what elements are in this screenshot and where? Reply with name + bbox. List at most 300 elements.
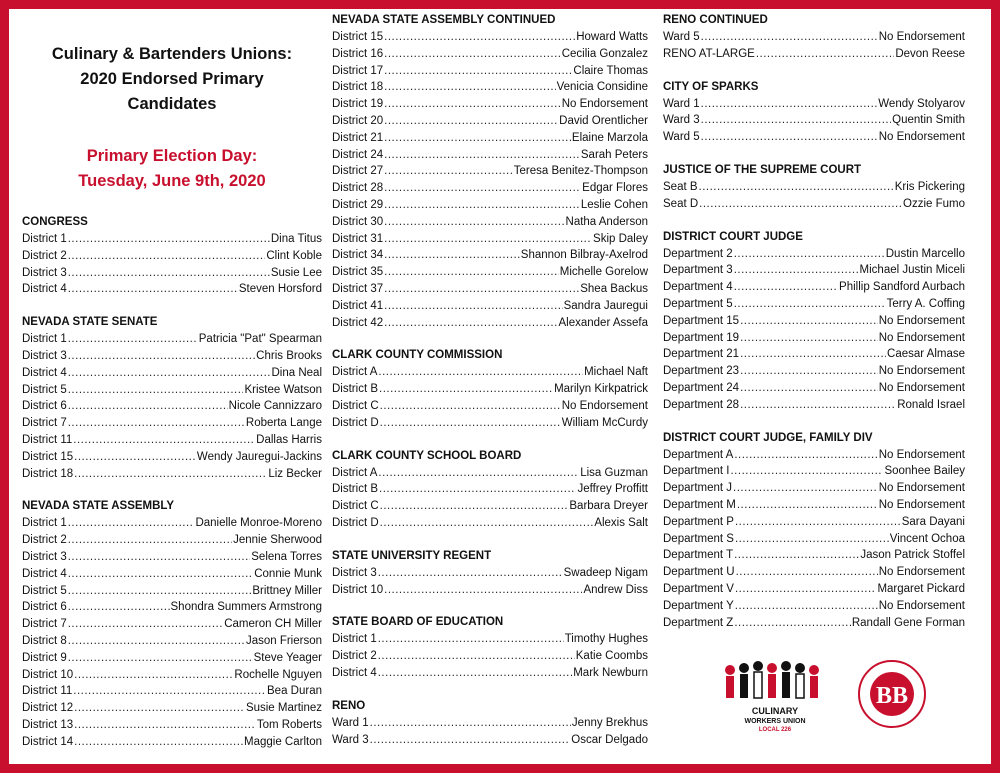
dot-leader: [370, 732, 571, 749]
dot-leader: [384, 113, 558, 130]
candidate-name: No Endorsement: [878, 566, 965, 579]
endorsement-row: [22, 348, 322, 365]
section-title: STATE BOARD OF EDUCATION: [332, 616, 504, 629]
section-congress: [22, 214, 322, 298]
seat-label: Department T: [663, 549, 734, 562]
candidate-name: Edgar Flores: [582, 182, 648, 195]
candidate-name: Maggie Carlton: [244, 735, 322, 748]
candidate-name: Jason Frierson: [245, 634, 322, 647]
seat-label: District 10: [22, 668, 74, 681]
seat-label: District 2: [22, 534, 67, 547]
seat-label: Department V: [663, 582, 734, 595]
dot-leader: [378, 631, 564, 648]
candidate-name: Mark Newburn: [573, 666, 648, 679]
endorsement-row: [663, 480, 965, 497]
seat-label: District D: [332, 416, 379, 429]
endorsement-row: [332, 96, 648, 113]
candidate-name: Wendy Stolyarov: [878, 97, 965, 110]
candidate-name: Kristee Watson: [244, 383, 322, 396]
candidate-name: Patricia "Pat" Spearman: [198, 333, 322, 346]
section-clark-county-school-board: [332, 448, 648, 532]
section-state-board-of-education: [332, 614, 648, 681]
seat-label: Ward 3: [332, 733, 369, 746]
candidate-name: Caesar Almase: [887, 348, 965, 361]
endorsement-row: [332, 565, 648, 582]
candidate-name: Susie Martinez: [245, 702, 322, 715]
dot-leader: [384, 214, 564, 231]
section-title: NEVADA STATE SENATE: [22, 316, 158, 329]
endorsement-row: [22, 231, 322, 248]
candidate-name: No Endorsement: [878, 131, 965, 144]
candidate-name: Tom Roberts: [256, 718, 322, 731]
endorsement-row: [332, 415, 648, 432]
seat-label: District 5: [22, 584, 67, 597]
candidate-name: Sara Dayani: [901, 515, 965, 528]
dot-leader: [740, 380, 878, 397]
seat-label: District 29: [332, 198, 384, 211]
seat-label: Department 2: [663, 247, 733, 260]
candidate-name: Cecilia Gonzalez: [561, 47, 648, 60]
seat-label: District 13: [22, 718, 74, 731]
dot-leader: [734, 615, 851, 632]
seat-label: Department 23: [663, 365, 740, 378]
candidate-name: Michael Justin Miceli: [859, 264, 965, 277]
candidate-name: No Endorsement: [878, 365, 965, 378]
seat-label: Department 3: [663, 264, 733, 277]
seat-label: District 28: [332, 182, 384, 195]
dot-leader: [380, 498, 569, 515]
candidate-name: Clint Koble: [266, 249, 322, 262]
endorsement-row: [663, 547, 965, 564]
culinary-logo-line1: CULINARY: [751, 706, 799, 716]
candidate-name: Soonhee Bailey: [884, 465, 965, 478]
dot-leader: [384, 79, 555, 96]
endorsement-row: [663, 497, 965, 514]
endorsement-row: [332, 364, 648, 381]
seat-label: District 1: [22, 233, 67, 245]
candidate-name: Dina Neal: [271, 366, 322, 379]
seat-label: District A: [332, 466, 378, 479]
seat-label: District 4: [22, 366, 67, 379]
endorsement-row: [663, 196, 965, 213]
candidate-name: No Endorsement: [878, 498, 965, 511]
dot-leader: [735, 514, 901, 531]
endorsement-row: [332, 180, 648, 197]
bartenders-monogram: BB: [875, 683, 909, 709]
endorsement-row: [332, 715, 648, 732]
candidate-name: Teresa Benitez-Thompson: [513, 165, 648, 178]
section-district-court-judge: [663, 229, 965, 414]
seat-label: District 24: [332, 148, 384, 161]
endorsement-row: [332, 163, 648, 180]
endorsement-row: [22, 365, 322, 382]
seat-label: District 27: [332, 165, 384, 178]
candidate-name: Sarah Peters: [580, 148, 648, 161]
endorsement-row: [22, 616, 322, 633]
seat-label: District 20: [332, 114, 384, 127]
candidate-name: Liz Becker: [268, 467, 322, 480]
seat-label: District 1: [22, 333, 67, 346]
endorsement-row: [22, 583, 322, 600]
candidate-name: Bea Duran: [267, 685, 322, 698]
dot-leader: [384, 315, 557, 332]
column-3: [663, 12, 965, 647]
candidate-name: Venicia Considine: [556, 81, 648, 94]
dot-leader: [68, 398, 228, 415]
endorsement-row: [332, 29, 648, 46]
candidate-name: Brittney Miller: [252, 584, 322, 597]
endorsement-row: [332, 298, 648, 315]
seat-label: RENO AT-LARGE: [663, 47, 755, 60]
candidate-name: Andrew Diss: [583, 583, 648, 596]
dot-leader: [68, 650, 253, 667]
dot-leader: [379, 381, 553, 398]
seat-label: District 16: [332, 47, 384, 60]
dot-leader: [73, 683, 266, 700]
seat-label: District 7: [22, 417, 67, 430]
dot-leader: [74, 700, 245, 717]
dot-leader: [384, 46, 561, 63]
candidate-name: Devon Reese: [895, 47, 965, 60]
endorsement-row: [663, 246, 965, 263]
seat-label: District 21: [332, 131, 384, 144]
dot-leader: [734, 296, 886, 313]
endorsement-row: [663, 581, 965, 598]
endorsement-row: [332, 631, 648, 648]
dot-leader: [74, 667, 233, 684]
endorsement-row: [22, 599, 322, 616]
candidate-name: Leslie Cohen: [580, 198, 648, 211]
seat-label: District 8: [22, 634, 67, 647]
candidate-name: Barbara Dreyer: [569, 500, 648, 513]
dot-leader: [68, 382, 244, 399]
dot-leader: [734, 246, 885, 263]
seat-label: Ward 1: [663, 97, 700, 110]
endorsement-row: [332, 113, 648, 130]
union-logos: [720, 656, 950, 746]
dot-leader: [68, 348, 255, 365]
seat-label: District B: [332, 383, 378, 396]
dot-leader: [735, 581, 876, 598]
seat-label: Ward 1: [332, 716, 369, 729]
endorsement-row: [332, 214, 648, 231]
dot-leader: [68, 566, 254, 583]
endorsement-row: [663, 279, 965, 296]
column-1: [22, 12, 322, 767]
seat-label: District 1: [332, 633, 377, 646]
candidate-name: Marilyn Kirkpatrick: [554, 383, 648, 396]
endorsement-row: [663, 46, 965, 63]
endorsement-row: [22, 265, 322, 282]
candidate-name: Ronald Israel: [897, 398, 965, 411]
endorsement-row: [663, 564, 965, 581]
seat-label: District 10: [332, 583, 384, 596]
candidate-name: Phillip Sandford Aurbach: [839, 281, 965, 294]
endorsement-row: [332, 46, 648, 63]
endorsement-row: [22, 650, 322, 667]
candidate-name: Jennie Sherwood: [233, 534, 322, 547]
candidate-name: No Endorsement: [878, 331, 965, 344]
dot-leader: [384, 130, 571, 147]
section-title: RENO CONTINUED: [663, 14, 768, 26]
candidate-name: David Orentlicher: [559, 114, 648, 127]
candidate-name: Elaine Marzola: [571, 131, 648, 144]
endorsement-row: [22, 415, 322, 432]
dot-leader: [737, 497, 878, 514]
endorsement-row: [663, 514, 965, 531]
seat-label: District 15: [332, 31, 384, 43]
culinary-logo-line3: LOCAL 226: [758, 727, 792, 733]
candidate-name: Oscar Delgado: [571, 733, 648, 746]
seat-label: Department 24: [663, 381, 740, 394]
dot-leader: [734, 447, 877, 464]
endorsement-row: [22, 382, 322, 399]
candidate-name: No Endorsement: [878, 314, 965, 327]
candidate-name: Susie Lee: [270, 266, 322, 279]
dot-leader: [73, 432, 255, 449]
candidate-name: Danielle Monroe-Moreno: [195, 517, 322, 530]
endorsement-row: [663, 29, 965, 46]
seat-label: District 18: [332, 81, 384, 94]
endorsement-row: [22, 515, 322, 532]
dot-leader: [380, 515, 594, 532]
endorsement-row: [332, 247, 648, 264]
seat-label: District 31: [332, 232, 384, 245]
endorsement-row: [663, 296, 965, 313]
candidate-name: Skip Daley: [593, 232, 648, 245]
dot-leader: [740, 363, 878, 380]
candidate-name: Katie Coombs: [575, 650, 648, 663]
candidate-name: Rochelle Nguyen: [234, 668, 322, 681]
dot-leader: [68, 248, 266, 265]
endorsement-row: [332, 231, 648, 248]
dot-leader: [378, 665, 572, 682]
candidate-name: Alexander Assefa: [558, 316, 648, 329]
candidate-name: Quentin Smith: [892, 114, 965, 127]
endorsement-row: [663, 363, 965, 380]
dot-leader: [68, 583, 252, 600]
seat-label: District C: [332, 500, 379, 513]
endorsement-row: [22, 532, 322, 549]
candidate-name: No Endorsement: [878, 448, 965, 461]
dot-leader: [384, 281, 579, 298]
dot-leader: [736, 564, 878, 581]
seat-label: District 3: [22, 550, 67, 563]
seat-label: District 11: [22, 433, 73, 446]
dot-leader: [384, 29, 575, 46]
seat-label: District 5: [22, 383, 67, 396]
endorsement-row: [332, 582, 648, 599]
seat-label: Ward 5: [663, 31, 700, 43]
section-city-of-sparks: [663, 79, 965, 146]
candidate-name: Dallas Harris: [256, 433, 322, 446]
endorsement-row: [22, 667, 322, 684]
endorsement-row: [332, 648, 648, 665]
dot-leader: [68, 331, 198, 348]
section-district-court-judge-family-div: [663, 430, 965, 632]
seat-label: District 11: [22, 685, 73, 698]
seat-label: Seat B: [663, 180, 698, 193]
seat-label: District B: [332, 483, 378, 496]
section-title: JUSTICE OF THE SUPREME COURT: [663, 163, 862, 176]
seat-label: District 4: [22, 567, 67, 580]
endorsement-row: [22, 281, 322, 298]
seat-label: District 15: [22, 450, 74, 463]
dot-leader: [701, 96, 878, 113]
candidate-name: Alexis Salt: [594, 516, 648, 529]
section-title: CONGRESS: [22, 216, 88, 228]
candidate-name: Swadeep Nigam: [563, 566, 648, 579]
endorsement-row: [332, 498, 648, 515]
section-title: DISTRICT COURT JUDGE: [663, 230, 803, 243]
seat-label: District C: [332, 399, 379, 412]
seat-label: District D: [332, 516, 379, 529]
candidate-name: Vincent Ochoa: [889, 532, 965, 545]
dot-leader: [734, 547, 859, 564]
dot-leader: [699, 196, 902, 213]
seat-label: District 42: [332, 316, 384, 329]
candidate-name: Wendy Jauregui-Jackins: [196, 450, 322, 463]
endorsement-row: [332, 63, 648, 80]
candidate-name: Natha Anderson: [565, 215, 648, 228]
seat-label: District 2: [332, 650, 377, 663]
dot-leader: [68, 549, 251, 566]
endorsement-row: [332, 281, 648, 298]
section-nevada-state-senate: [22, 314, 322, 482]
candidate-name: Selena Torres: [251, 550, 322, 563]
endorsement-row: [332, 147, 648, 164]
seat-label: District 4: [22, 283, 67, 296]
endorsement-row: [332, 515, 648, 532]
endorsement-row: [22, 449, 322, 466]
endorsement-row: [332, 197, 648, 214]
dot-leader: [701, 129, 878, 146]
seat-label: District 4: [332, 666, 377, 679]
dot-leader: [730, 463, 883, 480]
candidate-name: Shannon Bilbray-Axelrod: [520, 249, 648, 262]
dot-leader: [68, 231, 270, 248]
candidate-name: No Endorsement: [561, 399, 648, 412]
candidate-name: No Endorsement: [878, 381, 965, 394]
seat-label: Department 19: [663, 331, 740, 344]
dot-leader: [699, 179, 894, 196]
dot-leader: [734, 262, 859, 279]
candidate-name: Roberta Lange: [245, 417, 322, 430]
endorsement-row: [663, 598, 965, 615]
dot-leader: [733, 480, 878, 497]
dot-leader: [380, 398, 561, 415]
seat-label: District 14: [22, 735, 74, 748]
seat-label: District A: [332, 366, 378, 379]
dot-leader: [384, 180, 581, 197]
candidate-name: Shondra Summers Armstrong: [170, 601, 322, 614]
seat-label: District 17: [332, 64, 384, 77]
seat-label: Department 21: [663, 348, 740, 361]
candidate-name: Margaret Pickard: [877, 582, 965, 595]
endorsement-row: [663, 96, 965, 113]
endorsement-row: [332, 130, 648, 147]
endorsement-row: [663, 262, 965, 279]
dot-leader: [384, 96, 561, 113]
endorsement-row: [663, 313, 965, 330]
section-title: RENO: [332, 699, 366, 712]
endorsement-row: [22, 700, 322, 717]
endorsement-row: [22, 466, 322, 483]
candidate-name: Shea Backus: [580, 282, 648, 295]
endorsement-row: [332, 465, 648, 482]
candidate-name: Michael Naft: [584, 366, 648, 379]
culinary-logo-line2: WORKERS UNION: [744, 718, 806, 725]
section-title: NEVADA STATE ASSEMBLY CONTINUED: [332, 14, 556, 26]
section-reno-continued: [663, 12, 965, 63]
section-title: CITY OF SPARKS: [663, 80, 759, 93]
endorsement-row: [22, 432, 322, 449]
endorsement-row: [663, 179, 965, 196]
endorsement-row: [332, 315, 648, 332]
endorsement-row: [22, 633, 322, 650]
dot-leader: [740, 397, 896, 414]
dot-leader: [701, 29, 878, 46]
dot-leader: [735, 531, 889, 548]
endorsement-row: [22, 683, 322, 700]
candidate-name: Claire Thomas: [573, 64, 648, 77]
dot-leader: [384, 163, 513, 180]
candidate-name: Connie Munk: [254, 567, 322, 580]
candidate-name: Chris Brooks: [256, 349, 322, 362]
seat-label: District 19: [332, 98, 384, 111]
dot-leader: [74, 734, 243, 751]
dot-leader: [378, 565, 563, 582]
dot-leader: [370, 715, 571, 732]
endorsement-row: [22, 717, 322, 734]
section-title: DISTRICT COURT JUDGE, FAMILY DIV: [663, 431, 873, 444]
candidate-name: Dustin Marcello: [885, 247, 965, 260]
seat-label: District 1: [22, 517, 67, 530]
candidate-name: Dina Titus: [270, 233, 322, 245]
seat-label: Department I: [663, 465, 730, 478]
seat-label: District 35: [332, 266, 384, 279]
endorsement-row: [22, 248, 322, 265]
dot-leader: [378, 364, 583, 381]
candidate-name: No Endorsement: [878, 482, 965, 495]
dot-leader: [74, 466, 267, 483]
candidate-name: Jenny Brekhus: [571, 716, 648, 729]
seat-label: District 37: [332, 282, 384, 295]
dot-leader: [740, 330, 878, 347]
section-clark-county-commission: [332, 347, 648, 431]
candidate-name: Jeffrey Proffitt: [577, 483, 648, 496]
section-nevada-state-assembly-continued: [332, 12, 648, 331]
seat-label: District 6: [22, 601, 67, 614]
endorsement-row: [332, 79, 648, 96]
endorsement-row: [663, 397, 965, 414]
candidate-name: Terry A. Coffing: [886, 297, 965, 310]
endorsement-row: [332, 665, 648, 682]
seat-label: Ward 5: [663, 131, 700, 144]
section-nevada-state-assembly: [22, 498, 322, 750]
endorsement-row: [663, 129, 965, 146]
candidate-name: Jason Patrick Stoffel: [860, 549, 965, 562]
section-justice-of-the-supreme-court: [663, 162, 965, 213]
seat-label: Department 15: [663, 314, 740, 327]
candidate-name: Kris Pickering: [894, 180, 965, 193]
dot-leader: [378, 465, 579, 482]
candidate-name: Lisa Guzman: [580, 466, 648, 479]
seat-label: Department M: [663, 498, 736, 511]
dot-leader: [384, 231, 592, 248]
seat-label: Department P: [663, 515, 734, 528]
seat-label: Seat D: [663, 197, 699, 210]
